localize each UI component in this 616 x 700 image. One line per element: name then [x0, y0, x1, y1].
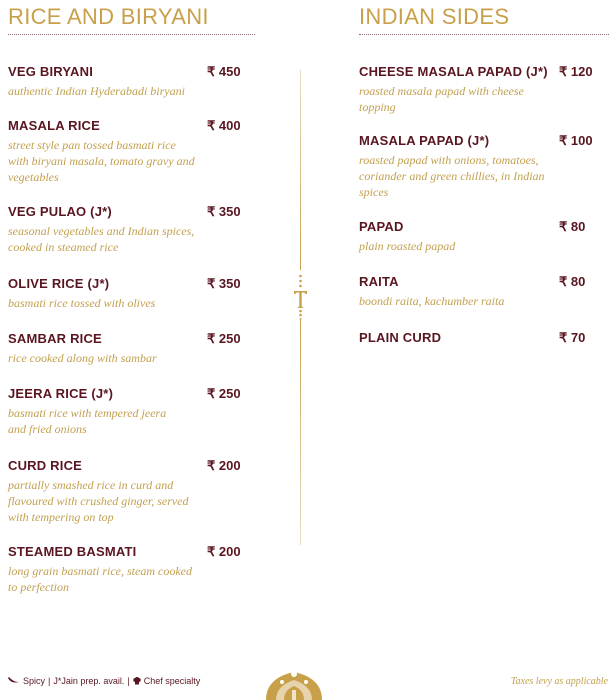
item-price: ₹ 80	[559, 274, 586, 289]
menu-item	[8, 458, 255, 525]
tax-note: Taxes levy as applicable	[510, 676, 608, 687]
column-divider-top	[300, 70, 301, 270]
menu-item	[8, 544, 255, 595]
item-name: PAPAD	[359, 219, 404, 234]
item-description: partially smashed rice in curd and flavoured with crushed ginger, served with tempering on top	[8, 478, 189, 524]
chilli-icon	[8, 677, 20, 685]
item-description: roasted masala papad with cheese topping	[359, 84, 524, 114]
item-price: ₹ 250	[207, 386, 241, 401]
item-description: basmati rice with tempered jeera and fried onions	[8, 406, 167, 436]
item-description: long grain basmati rice, steam cooked to perfection	[8, 564, 192, 594]
item-price: ₹ 400	[207, 118, 241, 133]
chef-hat-icon	[133, 677, 141, 685]
menu-item	[8, 276, 255, 311]
menu-item	[359, 330, 609, 346]
item-description: street style pan tossed basmati rice with biryani masala, tomato gravy and vegetables	[8, 138, 195, 184]
item-description: authentic Indian Hyderabadi biryani	[8, 84, 185, 98]
item-name: JEERA RICE (J*)	[8, 386, 114, 401]
menu-item	[8, 118, 241, 185]
section-indian-sides	[359, 0, 609, 345]
item-name: MASALA PAPAD (J*)	[359, 133, 490, 148]
ornamental-logo-icon	[262, 666, 326, 700]
menu-item	[359, 133, 609, 200]
item-description: rice cooked along with sambar	[8, 351, 157, 365]
menu-item	[8, 64, 255, 99]
item-name: CURD RICE	[8, 458, 83, 473]
item-name: OLIVE RICE (J*)	[8, 276, 110, 291]
item-name: RAITA	[359, 274, 399, 289]
item-description: seasonal vegetables and Indian spices, cooked in steamed rice	[8, 224, 195, 254]
menu-item	[359, 274, 609, 309]
menu-item	[359, 219, 609, 254]
item-price: ₹ 70	[559, 330, 586, 345]
column-divider-bottom	[300, 320, 301, 545]
item-name: VEG PULAO (J*)	[8, 204, 112, 219]
item-name: STEAMED BASMATI	[8, 544, 137, 559]
item-price: ₹ 100	[559, 133, 593, 148]
ornament-icon	[292, 272, 309, 320]
item-price: ₹ 350	[207, 276, 241, 291]
legend	[8, 676, 200, 686]
item-name: VEG BIRYANI	[8, 64, 94, 79]
item-name: MASALA RICE	[8, 118, 100, 133]
item-price: ₹ 350	[207, 204, 241, 219]
menu-item	[8, 331, 255, 366]
menu-item	[8, 386, 255, 437]
legend-jain: J*Jain prep. avail.	[53, 676, 125, 686]
section-rice-and-biryani	[8, 0, 255, 594]
legend-spicy: Spicy	[23, 676, 46, 686]
item-description: basmati rice tossed with olives	[8, 296, 156, 310]
menu-item	[8, 204, 255, 255]
item-description: roasted papad with onions, tomatoes, coriander and green chillies, in Indian spices	[359, 153, 545, 199]
section-title: INDIAN SIDES	[359, 4, 510, 29]
item-name: SAMBAR RICE	[8, 331, 102, 346]
legend-separator: |	[48, 676, 51, 686]
item-price: ₹ 120	[559, 64, 593, 79]
item-price: ₹ 200	[207, 458, 241, 473]
item-name: PLAIN CURD	[359, 330, 442, 345]
item-description: boondi raita, kachumber raita	[359, 294, 505, 308]
legend-chef: Chef specialty	[143, 676, 201, 686]
legend-separator: |	[127, 676, 130, 686]
section-title: RICE AND BIRYANI	[8, 4, 209, 29]
item-price: ₹ 250	[207, 331, 241, 346]
dotted-divider	[359, 34, 609, 35]
item-description: plain roasted papad	[359, 239, 456, 253]
item-name: CHEESE MASALA PAPAD (J*)	[359, 64, 548, 79]
dotted-divider	[8, 34, 255, 35]
item-price: ₹ 200	[207, 544, 241, 559]
item-price: ₹ 80	[559, 219, 586, 234]
item-price: ₹ 450	[207, 64, 241, 79]
menu-item	[359, 64, 609, 115]
